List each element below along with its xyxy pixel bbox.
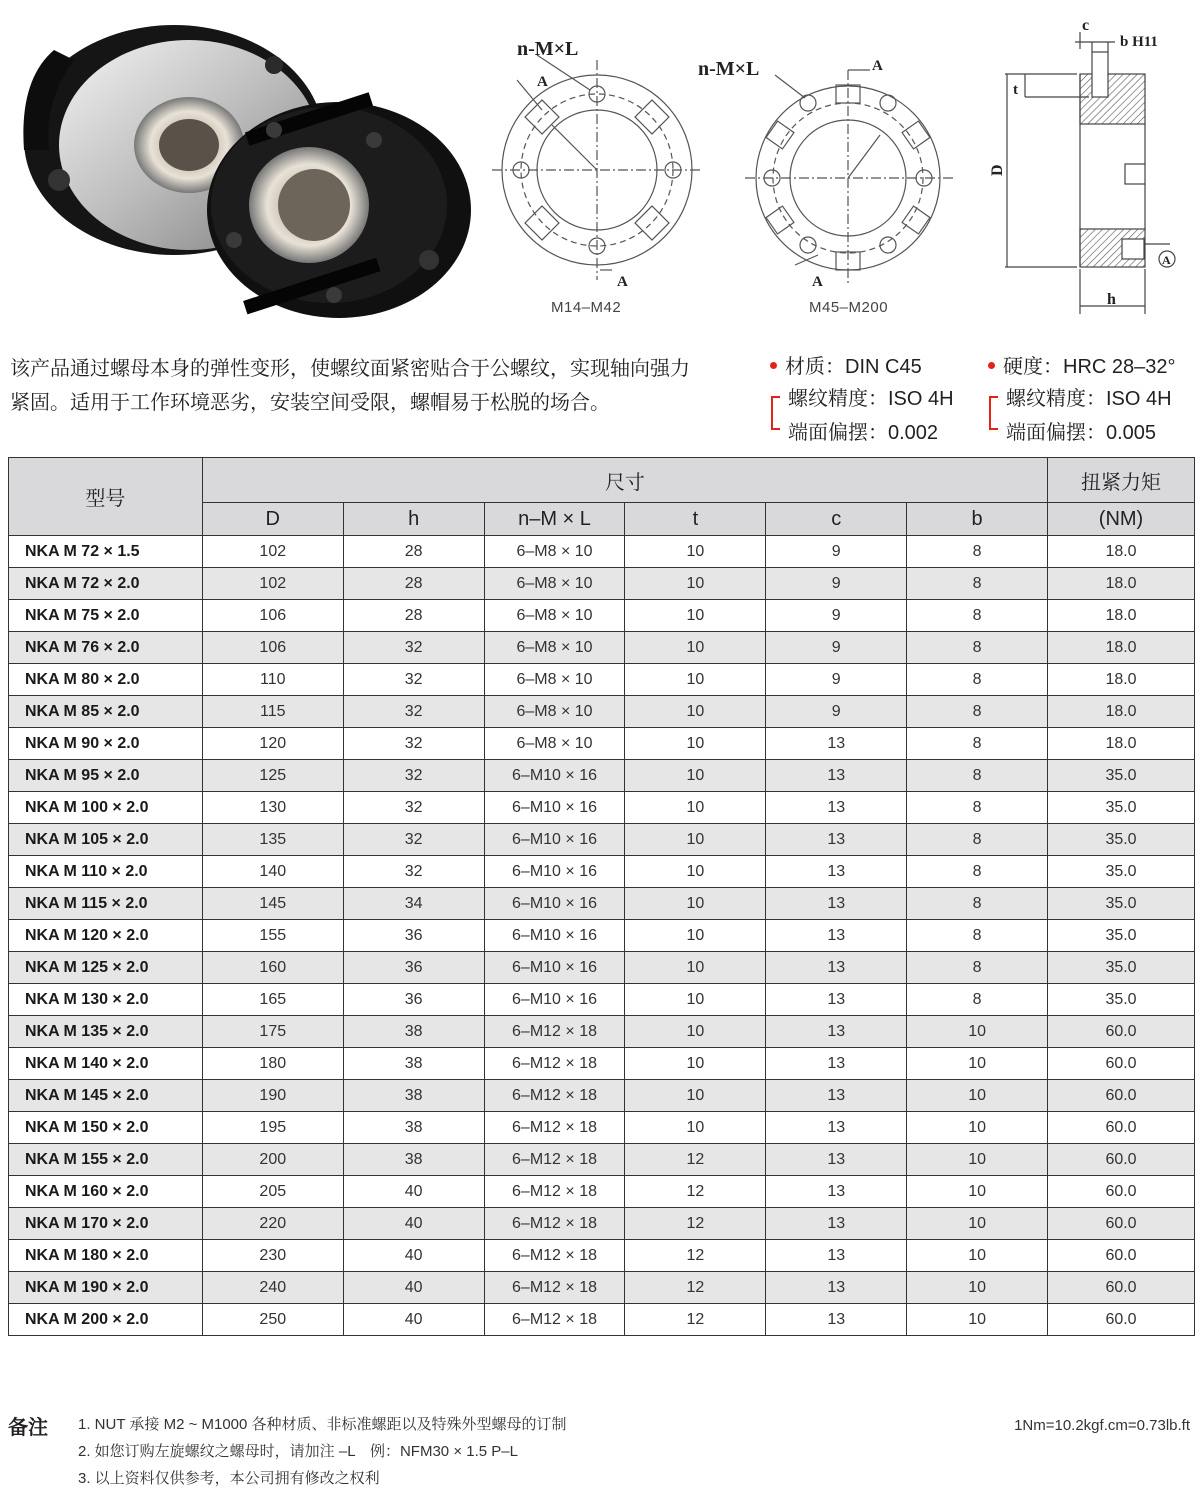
- table-cell: 195: [202, 1112, 343, 1144]
- table-cell: 10: [625, 1112, 766, 1144]
- table-cell: 12: [625, 1240, 766, 1272]
- column-header: n–M × L: [484, 503, 625, 536]
- table-cell: 165: [202, 984, 343, 1016]
- section-label-a: A: [617, 274, 628, 290]
- notes-title: 备注: [8, 1417, 48, 1439]
- table-cell: 28: [343, 536, 484, 568]
- product-photo: [14, 20, 476, 320]
- model-cell: NKA M 140 × 2.0: [9, 1048, 203, 1080]
- table-cell: 9: [766, 600, 907, 632]
- table-cell: 10: [625, 1048, 766, 1080]
- table-cell: 12: [625, 1304, 766, 1336]
- table-cell: 205: [202, 1176, 343, 1208]
- table-cell: 10: [625, 536, 766, 568]
- table-cell: 6–M12 × 18: [484, 1304, 625, 1336]
- table-cell: 10: [907, 1144, 1048, 1176]
- table-cell: 35.0: [1048, 760, 1195, 792]
- table-cell: 6–M12 × 18: [484, 1176, 625, 1208]
- table-row: [9, 792, 1195, 824]
- spec-material: 材质：DIN C45: [770, 350, 922, 384]
- table-cell: 60.0: [1048, 1272, 1195, 1304]
- table-cell: 8: [907, 760, 1048, 792]
- table-cell: 10: [625, 568, 766, 600]
- table-cell: 10: [907, 1272, 1048, 1304]
- dim-b-label: b H11: [1120, 34, 1158, 50]
- table-cell: 6–M10 × 16: [484, 920, 625, 952]
- table-row: [9, 1304, 1195, 1336]
- table-row: [9, 760, 1195, 792]
- header-size: 尺寸: [202, 458, 1047, 503]
- model-cell: NKA M 80 × 2.0: [9, 664, 203, 696]
- table-cell: 10: [907, 1240, 1048, 1272]
- section-label-a: A: [872, 58, 883, 74]
- model-cell: NKA M 100 × 2.0: [9, 792, 203, 824]
- table-cell: 6–M8 × 10: [484, 728, 625, 760]
- table-cell: 10: [625, 600, 766, 632]
- table-cell: 13: [766, 824, 907, 856]
- model-cell: NKA M 170 × 2.0: [9, 1208, 203, 1240]
- caption-large: M45–M200: [809, 299, 889, 316]
- table-cell: 240: [202, 1272, 343, 1304]
- table-cell: 6–M12 × 18: [484, 1080, 625, 1112]
- table-cell: 13: [766, 792, 907, 824]
- model-cell: NKA M 145 × 2.0: [9, 1080, 203, 1112]
- table-cell: 6–M8 × 10: [484, 664, 625, 696]
- table-cell: 36: [343, 920, 484, 952]
- table-cell: 180: [202, 1048, 343, 1080]
- header-model: 型号: [9, 458, 203, 536]
- table-row: [9, 952, 1195, 984]
- table-row: [9, 600, 1195, 632]
- notes-list: [78, 1411, 567, 1492]
- model-cell: NKA M 190 × 2.0: [9, 1272, 203, 1304]
- table-cell: 10: [907, 1176, 1048, 1208]
- table-cell: 10: [907, 1080, 1048, 1112]
- table-cell: 32: [343, 632, 484, 664]
- spec-table: [8, 457, 1195, 1336]
- table-cell: 60.0: [1048, 1016, 1195, 1048]
- table-row: [9, 536, 1195, 568]
- model-cell: NKA M 200 × 2.0: [9, 1304, 203, 1336]
- table-cell: 6–M12 × 18: [484, 1240, 625, 1272]
- table-cell: 6–M10 × 16: [484, 888, 625, 920]
- table-cell: 6–M10 × 16: [484, 952, 625, 984]
- table-cell: 18.0: [1048, 632, 1195, 664]
- table-row: [9, 984, 1195, 1016]
- model-cell: NKA M 115 × 2.0: [9, 888, 203, 920]
- table-cell: 10: [625, 984, 766, 1016]
- table-cell: 8: [907, 568, 1048, 600]
- table-cell: 18.0: [1048, 568, 1195, 600]
- table-cell: 106: [202, 600, 343, 632]
- table-cell: 34: [343, 888, 484, 920]
- table-cell: 32: [343, 792, 484, 824]
- drawing-large-nut: [698, 30, 955, 290]
- model-cell: NKA M 120 × 2.0: [9, 920, 203, 952]
- model-cell: NKA M 105 × 2.0: [9, 824, 203, 856]
- datum-a-label: A: [1162, 253, 1171, 267]
- table-cell: 10: [907, 1208, 1048, 1240]
- table-cell: 115: [202, 696, 343, 728]
- table-cell: 60.0: [1048, 1304, 1195, 1336]
- spec-runout-left: 端面偏摆：0.002: [788, 422, 939, 444]
- table-cell: 18.0: [1048, 664, 1195, 696]
- table-cell: 8: [907, 728, 1048, 760]
- table-cell: 6–M12 × 18: [484, 1016, 625, 1048]
- table-row: [9, 824, 1195, 856]
- table-cell: 13: [766, 1144, 907, 1176]
- table-cell: 36: [343, 952, 484, 984]
- table-cell: 32: [343, 824, 484, 856]
- table-cell: 40: [343, 1240, 484, 1272]
- table-row: [9, 888, 1195, 920]
- table-cell: 40: [343, 1176, 484, 1208]
- model-cell: NKA M 72 × 2.0: [9, 568, 203, 600]
- dim-h-label: h: [1107, 291, 1116, 308]
- table-row: [9, 920, 1195, 952]
- table-cell: 8: [907, 696, 1048, 728]
- header-torque-unit: (NM): [1048, 503, 1195, 536]
- table-cell: 60.0: [1048, 1176, 1195, 1208]
- table-cell: 38: [343, 1144, 484, 1176]
- table-cell: 8: [907, 792, 1048, 824]
- table-cell: 175: [202, 1016, 343, 1048]
- table-cell: 40: [343, 1272, 484, 1304]
- table-cell: 10: [625, 920, 766, 952]
- table-row: [9, 1176, 1195, 1208]
- table-cell: 10: [907, 1112, 1048, 1144]
- column-header: c: [766, 503, 907, 536]
- table-cell: 13: [766, 1304, 907, 1336]
- table-cell: 18.0: [1048, 696, 1195, 728]
- table-cell: 6–M10 × 16: [484, 760, 625, 792]
- table-cell: 190: [202, 1080, 343, 1112]
- spec-hardness: 硬度：HRC 28–32°: [988, 350, 1176, 384]
- table-cell: 6–M10 × 16: [484, 824, 625, 856]
- table-cell: 38: [343, 1112, 484, 1144]
- table-cell: 140: [202, 856, 343, 888]
- table-cell: 60.0: [1048, 1080, 1195, 1112]
- table-cell: 8: [907, 856, 1048, 888]
- table-row: [9, 856, 1195, 888]
- table-body: [9, 536, 1195, 1336]
- table-cell: 32: [343, 760, 484, 792]
- model-cell: NKA M 155 × 2.0: [9, 1144, 203, 1176]
- table-cell: 8: [907, 952, 1048, 984]
- model-cell: NKA M 95 × 2.0: [9, 760, 203, 792]
- table-cell: 135: [202, 824, 343, 856]
- drawing-small-nut: [492, 30, 702, 290]
- table-cell: 200: [202, 1144, 343, 1176]
- table-cell: 12: [625, 1176, 766, 1208]
- table-cell: 8: [907, 664, 1048, 696]
- table-cell: 230: [202, 1240, 343, 1272]
- table-cell: 10: [625, 856, 766, 888]
- column-header: t: [625, 503, 766, 536]
- table-cell: 38: [343, 1016, 484, 1048]
- table-cell: 10: [625, 952, 766, 984]
- table-cell: 6–M10 × 16: [484, 792, 625, 824]
- table-cell: 130: [202, 792, 343, 824]
- table-cell: 6–M12 × 18: [484, 1112, 625, 1144]
- table-cell: 6–M8 × 10: [484, 632, 625, 664]
- table-row: [9, 632, 1195, 664]
- section-label-a: A: [537, 74, 548, 90]
- table-cell: 18.0: [1048, 536, 1195, 568]
- table-cell: 6–M12 × 18: [484, 1208, 625, 1240]
- model-cell: NKA M 110 × 2.0: [9, 856, 203, 888]
- table-cell: 35.0: [1048, 824, 1195, 856]
- table-cell: 102: [202, 568, 343, 600]
- table-row: [9, 1048, 1195, 1080]
- table-cell: 60.0: [1048, 1048, 1195, 1080]
- table-cell: 10: [625, 728, 766, 760]
- table-cell: 102: [202, 536, 343, 568]
- table-cell: 10: [625, 1080, 766, 1112]
- table-row: [9, 1240, 1195, 1272]
- table-cell: 35.0: [1048, 920, 1195, 952]
- dim-c-label: c: [1082, 17, 1090, 34]
- table-cell: 110: [202, 664, 343, 696]
- table-cell: 145: [202, 888, 343, 920]
- table-cell: 10: [625, 664, 766, 696]
- table-cell: 125: [202, 760, 343, 792]
- table-cell: 13: [766, 888, 907, 920]
- header-torque: 扭紧力矩: [1048, 458, 1195, 503]
- model-cell: NKA M 85 × 2.0: [9, 696, 203, 728]
- table-cell: 8: [907, 632, 1048, 664]
- table-cell: 10: [625, 792, 766, 824]
- model-cell: NKA M 135 × 2.0: [9, 1016, 203, 1048]
- table-cell: 13: [766, 760, 907, 792]
- table-cell: 13: [766, 1048, 907, 1080]
- section-label-a: A: [812, 274, 823, 290]
- nml-label: n-M×L: [517, 38, 579, 60]
- table-cell: 12: [625, 1208, 766, 1240]
- table-cell: 13: [766, 1208, 907, 1240]
- table-cell: 40: [343, 1304, 484, 1336]
- drawing-section-view: [985, 14, 1195, 324]
- note-item: 1. NUT 承接 M2 ~ M1000 各种材质、非标准螺距以及特殊外型螺母的订制: [78, 1416, 567, 1433]
- table-cell: 60.0: [1048, 1240, 1195, 1272]
- model-cell: NKA M 76 × 2.0: [9, 632, 203, 664]
- table-cell: 6–M8 × 10: [484, 696, 625, 728]
- table-cell: 106: [202, 632, 343, 664]
- table-cell: 8: [907, 824, 1048, 856]
- table-cell: 36: [343, 984, 484, 1016]
- table-cell: 6–M12 × 18: [484, 1144, 625, 1176]
- table-cell: 35.0: [1048, 792, 1195, 824]
- table-cell: 6–M8 × 10: [484, 600, 625, 632]
- table-row: [9, 568, 1195, 600]
- table-cell: 10: [625, 888, 766, 920]
- dim-t-label: t: [1013, 82, 1018, 98]
- table-cell: 9: [766, 696, 907, 728]
- table-cell: 35.0: [1048, 952, 1195, 984]
- table-cell: 13: [766, 920, 907, 952]
- table-cell: 10: [625, 632, 766, 664]
- table-cell: 6–M10 × 16: [484, 984, 625, 1016]
- table-cell: 18.0: [1048, 600, 1195, 632]
- table-cell: 120: [202, 728, 343, 760]
- table-row: [9, 1112, 1195, 1144]
- column-header: D: [202, 503, 343, 536]
- table-cell: 32: [343, 728, 484, 760]
- column-header: b: [907, 503, 1048, 536]
- table-row: [9, 1144, 1195, 1176]
- column-header: h: [343, 503, 484, 536]
- caption-small: M14–M42: [551, 299, 622, 316]
- product-description: 该产品通过螺母本身的弹性变形，使螺纹面紧密贴合于公螺纹，实现轴向强力紧固。适用于工作环境恶劣，安装空间受限，螺帽易于松脱的场合。: [10, 358, 690, 414]
- table-cell: 6–M12 × 18: [484, 1272, 625, 1304]
- table-cell: 13: [766, 1016, 907, 1048]
- table-cell: 35.0: [1048, 856, 1195, 888]
- table-cell: 10: [907, 1016, 1048, 1048]
- table-cell: 8: [907, 888, 1048, 920]
- spec-precision-right: 螺纹精度：ISO 4H: [1006, 388, 1172, 410]
- table-cell: 9: [766, 568, 907, 600]
- table-row: [9, 1016, 1195, 1048]
- table-cell: 13: [766, 1112, 907, 1144]
- table-cell: 6–M8 × 10: [484, 568, 625, 600]
- table-cell: 28: [343, 600, 484, 632]
- table-cell: 13: [766, 1272, 907, 1304]
- table-cell: 28: [343, 568, 484, 600]
- table-cell: 13: [766, 1176, 907, 1208]
- table-cell: 35.0: [1048, 888, 1195, 920]
- spec-runout-right: 端面偏摆：0.005: [1006, 422, 1157, 444]
- table-cell: 6–M8 × 10: [484, 536, 625, 568]
- model-cell: NKA M 150 × 2.0: [9, 1112, 203, 1144]
- table-cell: 40: [343, 1208, 484, 1240]
- table-cell: 60.0: [1048, 1208, 1195, 1240]
- note-item: 3. 以上资料仅供参考，本公司拥有修改之权利: [78, 1470, 380, 1487]
- table-row: [9, 1272, 1195, 1304]
- model-cell: NKA M 90 × 2.0: [9, 728, 203, 760]
- table-cell: 160: [202, 952, 343, 984]
- model-cell: NKA M 160 × 2.0: [9, 1176, 203, 1208]
- table-cell: 8: [907, 536, 1048, 568]
- note-item: 2. 如您订购左旋螺纹之螺母时，请加注 –L 例：NFM30 × 1.5 P–L: [78, 1443, 518, 1460]
- table-row: [9, 664, 1195, 696]
- table-cell: 12: [625, 1144, 766, 1176]
- table-cell: 38: [343, 1048, 484, 1080]
- table-cell: 9: [766, 536, 907, 568]
- table-cell: 18.0: [1048, 728, 1195, 760]
- table-cell: 8: [907, 600, 1048, 632]
- table-cell: 155: [202, 920, 343, 952]
- table-cell: 13: [766, 1080, 907, 1112]
- table-cell: 9: [766, 664, 907, 696]
- dim-d-label: D: [989, 164, 1006, 176]
- table-cell: 13: [766, 952, 907, 984]
- table-cell: 6–M10 × 16: [484, 856, 625, 888]
- table-cell: 9: [766, 632, 907, 664]
- table-cell: 13: [766, 984, 907, 1016]
- table-row: [9, 1208, 1195, 1240]
- table-cell: 35.0: [1048, 984, 1195, 1016]
- model-cell: NKA M 72 × 1.5: [9, 536, 203, 568]
- spec-precision-left: 螺纹精度：ISO 4H: [788, 388, 954, 410]
- table-cell: 32: [343, 696, 484, 728]
- model-cell: NKA M 75 × 2.0: [9, 600, 203, 632]
- model-cell: NKA M 125 × 2.0: [9, 952, 203, 984]
- table-cell: 32: [343, 664, 484, 696]
- table-cell: 60.0: [1048, 1112, 1195, 1144]
- table-cell: 10: [907, 1304, 1048, 1336]
- model-cell: NKA M 130 × 2.0: [9, 984, 203, 1016]
- table-row: [9, 1080, 1195, 1112]
- table-row: [9, 728, 1195, 760]
- table-row: [9, 696, 1195, 728]
- table-cell: 8: [907, 984, 1048, 1016]
- table-cell: 60.0: [1048, 1144, 1195, 1176]
- table-cell: 250: [202, 1304, 343, 1336]
- table-cell: 220: [202, 1208, 343, 1240]
- table-cell: 8: [907, 920, 1048, 952]
- table-cell: 32: [343, 856, 484, 888]
- table-cell: 10: [625, 1016, 766, 1048]
- table-cell: 10: [625, 696, 766, 728]
- table-cell: 10: [625, 824, 766, 856]
- table-cell: 13: [766, 728, 907, 760]
- nml-label: n-M×L: [698, 58, 760, 80]
- table-cell: 6–M12 × 18: [484, 1048, 625, 1080]
- table-cell: 38: [343, 1080, 484, 1112]
- table-cell: 10: [907, 1048, 1048, 1080]
- table-cell: 12: [625, 1272, 766, 1304]
- table-cell: 13: [766, 856, 907, 888]
- table-cell: 10: [625, 760, 766, 792]
- unit-conversion: 1Nm=10.2kgf.cm=0.73lb.ft: [1014, 1417, 1190, 1434]
- model-cell: NKA M 180 × 2.0: [9, 1240, 203, 1272]
- table-cell: 13: [766, 1240, 907, 1272]
